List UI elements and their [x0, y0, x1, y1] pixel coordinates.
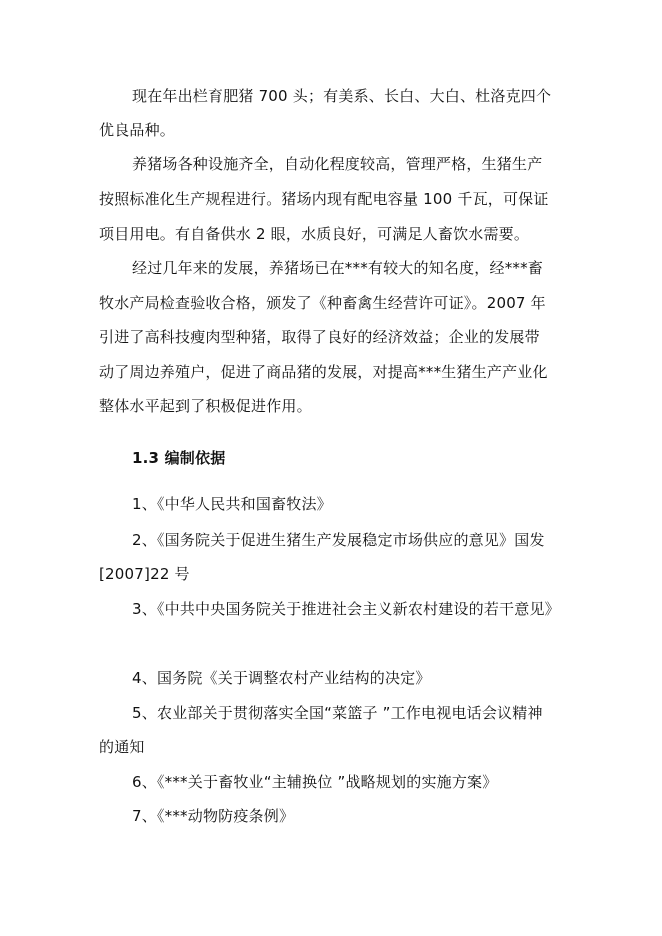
basis-item-5-line-2: 的通知 — [99, 738, 145, 756]
paragraph-3-line-4: 动了周边养殖户，促进了商品猪的发展，对提高***生猪生产产业化 — [99, 363, 548, 381]
paragraph-3-line-2: 牧水产局检查验收合格，颁发了《种畜禽生经营许可证》。2007 年 — [99, 294, 546, 312]
paragraph-1-line-2: 优良品种。 — [99, 121, 176, 139]
paragraph-2-line-2: 按照标准化生产规程进行。猪场内现有配电容量 100 千瓦，可保证 — [99, 190, 549, 208]
basis-item-1: 1、《中华人民共和国畜牧法》 — [132, 495, 332, 513]
paragraph-3-line-3: 引进了高科技瘦肉型种猪，取得了良好的经济效益；企业的发展带 — [99, 328, 540, 346]
basis-item-2-line-2: [2007]22 号 — [99, 565, 190, 583]
paragraph-1-line-1: 现在年出栏育肥猪 700 头；有美系、长白、大白、杜洛克四个 — [132, 87, 552, 105]
paragraph-2-line-1: 养猪场各种设施齐全，自动化程度较高，管理严格，生猪生产 — [132, 155, 543, 173]
section-heading: 1.3 编制依据 — [132, 449, 226, 467]
basis-item-2-line-1: 2、《国务院关于促进生猪生产发展稳定市场供应的意见》国发 — [132, 531, 545, 549]
basis-item-7: 7、《***动物防疫条例》 — [132, 807, 295, 825]
basis-item-6: 6、《***关于畜牧业“主辅换位 ”战略规划的实施方案》 — [132, 773, 498, 791]
paragraph-2-line-3: 项目用电。有自备供水 2 眼，水质良好，可满足人畜饮水需要。 — [99, 225, 530, 243]
paragraph-3-line-1: 经过几年来的发展，养猪场已在***有较大的知名度，经***畜 — [132, 259, 544, 277]
basis-item-4: 4、国务院《关于调整农村产业结构的决定》 — [132, 669, 431, 687]
basis-item-3: 3、《中共中央国务院关于推进社会主义新农村建设的若干意见》 — [132, 600, 560, 618]
basis-item-5-line-1: 5、农业部关于贯彻落实全国“菜篮子 ”工作电视电话会议精神 — [132, 704, 543, 722]
paragraph-3-line-5: 整体水平起到了积极促进作用。 — [99, 397, 312, 415]
